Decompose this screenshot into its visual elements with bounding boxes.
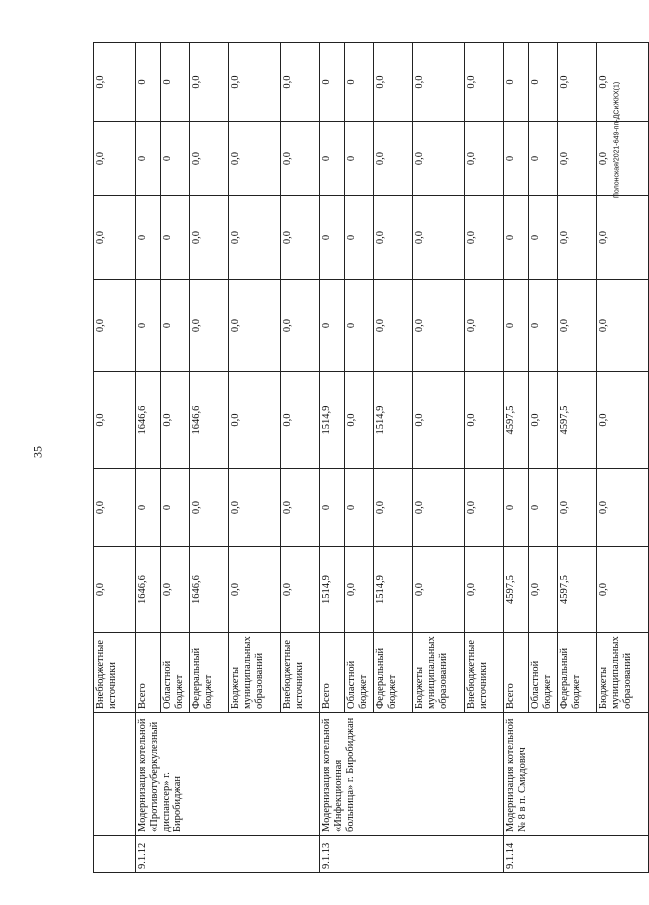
value-cell: 0 <box>136 43 161 122</box>
value-cell: 0 <box>529 122 558 196</box>
table-row <box>94 43 136 873</box>
value-cell: 0,0 <box>229 122 281 196</box>
value-cell: 0,0 <box>465 122 504 196</box>
source-cell: Бюджеты муниципальных образований <box>413 633 465 713</box>
value-cell: 1646,6 <box>190 547 229 633</box>
value-cell: 0 <box>161 469 190 547</box>
value-cell: 0 <box>161 196 190 280</box>
code-cell <box>94 836 136 873</box>
value-cell: 0 <box>529 196 558 280</box>
value-cell: 0,0 <box>229 280 281 372</box>
value-cell: 0,0 <box>558 280 597 372</box>
value-cell: 1514,9 <box>374 547 413 633</box>
value-cell: 0,0 <box>281 196 320 280</box>
value-cell: 0,0 <box>229 196 281 280</box>
item-code: 9.1.12 <box>136 836 320 873</box>
value-cell: 0 <box>345 469 374 547</box>
value-cell: 0 <box>320 280 345 372</box>
value-cell: 0,0 <box>558 196 597 280</box>
page-number: 35 <box>30 446 45 458</box>
value-cell: 0,0 <box>558 122 597 196</box>
value-cell: 0 <box>320 43 345 122</box>
value-cell: 0,0 <box>345 372 374 469</box>
value-cell: 0,0 <box>190 122 229 196</box>
value-cell: 0,0 <box>529 372 558 469</box>
source-cell: Внебюджетные источники <box>281 633 320 713</box>
value-cell: 0,0 <box>94 372 136 469</box>
value-cell: 0,0 <box>558 469 597 547</box>
value-cell: 0,0 <box>558 43 597 122</box>
value-cell: 0,0 <box>190 280 229 372</box>
value-cell: 0,0 <box>413 372 465 469</box>
value-cell: 0 <box>320 469 345 547</box>
value-cell: 0,0 <box>597 196 649 280</box>
value-cell: 0,0 <box>413 196 465 280</box>
value-cell: 0,0 <box>597 122 649 196</box>
value-cell: 0,0 <box>190 43 229 122</box>
value-cell: 0 <box>345 196 374 280</box>
funding-table <box>93 42 649 873</box>
value-cell: 0,0 <box>413 469 465 547</box>
value-cell: 0,0 <box>281 372 320 469</box>
value-cell: 0,0 <box>229 372 281 469</box>
value-cell: 0 <box>136 280 161 372</box>
source-cell: Всего <box>136 633 161 713</box>
item-name: Модернизация котельной «Инфекционная больница» г. Биробиджан <box>320 713 504 836</box>
item-code: 9.1.13 <box>320 836 504 873</box>
table-body <box>94 43 649 873</box>
value-cell: 0,0 <box>161 547 190 633</box>
value-cell: 0,0 <box>413 547 465 633</box>
value-cell: 0,0 <box>94 122 136 196</box>
value-cell: 0,0 <box>374 280 413 372</box>
value-cell: 0 <box>136 122 161 196</box>
item-name: Модернизация котельной «Противотуберкулезный диспансер» г. Биробиджан <box>136 713 320 836</box>
table-row <box>136 43 161 873</box>
source-cell: Всего <box>504 633 529 713</box>
value-cell: 0,0 <box>229 547 281 633</box>
value-cell: 0,0 <box>413 122 465 196</box>
value-cell: 0,0 <box>94 280 136 372</box>
value-cell: 0,0 <box>529 547 558 633</box>
value-cell: 0,0 <box>465 547 504 633</box>
source-cell: Областной бюджет <box>345 633 374 713</box>
value-cell: 0,0 <box>465 372 504 469</box>
value-cell: 1646,6 <box>136 372 161 469</box>
value-cell: 0,0 <box>190 196 229 280</box>
value-cell: 0 <box>136 196 161 280</box>
value-cell: 0 <box>161 43 190 122</box>
value-cell: 0,0 <box>465 196 504 280</box>
value-cell: 0,0 <box>465 43 504 122</box>
value-cell: 0 <box>529 469 558 547</box>
value-cell: 0,0 <box>413 280 465 372</box>
value-cell: 0 <box>504 469 529 547</box>
source-cell: Бюджеты муниципальных образований <box>597 633 649 713</box>
source-cell: Внебюджетные источники <box>94 633 136 713</box>
source-cell: Бюджеты муниципальных образований <box>229 633 281 713</box>
value-cell: 0 <box>504 280 529 372</box>
document-code: Полонская/2021-649-пп-ДСиЖКХ(1) <box>613 81 621 199</box>
value-cell: 4597,5 <box>504 547 529 633</box>
source-cell: Внебюджетные источники <box>465 633 504 713</box>
value-cell: 0,0 <box>465 280 504 372</box>
value-cell: 0,0 <box>281 547 320 633</box>
value-cell: 0,0 <box>374 196 413 280</box>
value-cell: 4597,5 <box>558 372 597 469</box>
value-cell: 1514,9 <box>320 547 345 633</box>
table-row <box>320 43 345 873</box>
value-cell: 0,0 <box>413 43 465 122</box>
source-cell: Областной бюджет <box>529 633 558 713</box>
value-cell: 0,0 <box>161 372 190 469</box>
value-cell: 0 <box>504 43 529 122</box>
value-cell: 0 <box>161 122 190 196</box>
value-cell: 0,0 <box>374 122 413 196</box>
value-cell: 0,0 <box>465 469 504 547</box>
value-cell: 1646,6 <box>136 547 161 633</box>
source-cell: Всего <box>320 633 345 713</box>
value-cell: 0,0 <box>345 547 374 633</box>
table-row <box>504 43 529 873</box>
value-cell: 0 <box>504 122 529 196</box>
value-cell: 0,0 <box>374 43 413 122</box>
value-cell: 0,0 <box>597 469 649 547</box>
source-cell: Федеральный бюджет <box>558 633 597 713</box>
value-cell: 0,0 <box>281 280 320 372</box>
value-cell: 0,0 <box>94 43 136 122</box>
value-cell: 0,0 <box>281 122 320 196</box>
value-cell: 4597,5 <box>504 372 529 469</box>
value-cell: 0,0 <box>597 280 649 372</box>
item-name: Модернизация котельной № 8 в п. Смидович <box>504 713 649 836</box>
name-cell <box>94 713 136 836</box>
value-cell: 0,0 <box>597 372 649 469</box>
value-cell: 0 <box>529 280 558 372</box>
value-cell: 1646,6 <box>190 372 229 469</box>
value-cell: 0 <box>320 122 345 196</box>
value-cell: 0,0 <box>94 469 136 547</box>
value-cell: 4597,5 <box>558 547 597 633</box>
value-cell: 0,0 <box>374 469 413 547</box>
value-cell: 0,0 <box>597 43 649 122</box>
value-cell: 0,0 <box>281 469 320 547</box>
value-cell: 0,0 <box>281 43 320 122</box>
value-cell: 0,0 <box>229 469 281 547</box>
value-cell: 0,0 <box>597 547 649 633</box>
source-cell: Областной бюджет <box>161 633 190 713</box>
value-cell: 0,0 <box>190 469 229 547</box>
source-cell: Федеральный бюджет <box>190 633 229 713</box>
value-cell: 0 <box>345 122 374 196</box>
source-cell: Федеральный бюджет <box>374 633 413 713</box>
value-cell: 0,0 <box>94 547 136 633</box>
value-cell: 0,0 <box>229 43 281 122</box>
value-cell: 0 <box>320 196 345 280</box>
value-cell: 0 <box>345 280 374 372</box>
value-cell: 1514,9 <box>374 372 413 469</box>
value-cell: 1514,9 <box>320 372 345 469</box>
value-cell: 0 <box>161 280 190 372</box>
item-code: 9.1.14 <box>504 836 649 873</box>
value-cell: 0,0 <box>94 196 136 280</box>
value-cell: 0 <box>529 43 558 122</box>
value-cell: 0 <box>136 469 161 547</box>
value-cell: 0 <box>345 43 374 122</box>
value-cell: 0 <box>504 196 529 280</box>
